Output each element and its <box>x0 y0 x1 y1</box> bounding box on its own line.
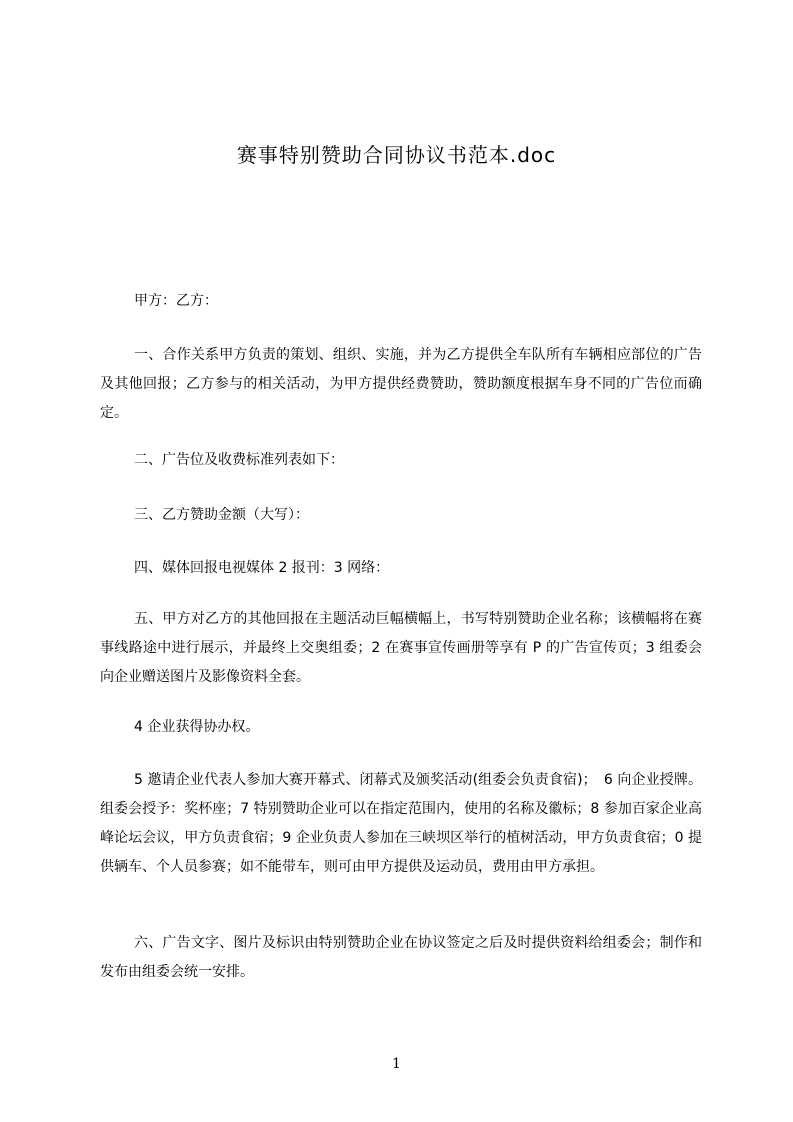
paragraph-invitations: 5 邀请企业代表人参加大赛开幕式、闭幕式及颁奖活动(组委会负责食宿)； 6 向企业授牌。组委会授予：奖杯座；7 特别赞助企业可以在指定范围内，使用的名称及徽标；8 参加百家企业高峰论坛会议，甲方负责食宿；9 企业负责人参加在三峡坝区举行的植树活动，甲方负责食宿；0 提供辆车、个人员参赛；如不能带车，则可由甲方提供及运动员，费用由甲方承担。 <box>100 772 702 875</box>
paragraph-other-returns: 五、甲方对乙方的其他回报在主题活动巨幅横幅上，书写特别赞助企业名称；该横幅将在赛事线路途中进行展示，并最终上交奥组委；2 在赛事宣传画册等享有 P 的广告宣传页；3 组委会向企业赠送图片及影像资料全套。 <box>100 611 702 685</box>
paragraph-materials: 六、广告文字、图片及标识由特别赞助企业在协议签定之后及时提供资料给组委会；制作和发布由组委会统一安排。 <box>100 935 702 980</box>
paragraph-sponsor-amount: 三、乙方赞助金额（大写）： <box>134 507 309 523</box>
paragraph-parties: 甲方：乙方： <box>134 293 218 309</box>
paragraph-media-returns: 四、媒体回报电视媒体 2 报刊：3 网络： <box>134 560 390 576</box>
paragraph-co-organizer: 4 企业获得协办权。 <box>134 719 260 735</box>
paragraph-cooperation: 一、合作关系甲方负责的策划、组织、实施，并为乙方提供全车队所有车辆相应部位的广告及其他回报；乙方参与的相关活动，为甲方提供经费赞助，赞助额度根据车身不同的广告位而确定。 <box>100 347 702 421</box>
document-title: 赛事特别赞助合同协议书范本.doc <box>236 143 557 167</box>
page-number: 1 <box>392 1056 401 1072</box>
paragraph-ad-positions: 二、广告位及收费标准列表如下： <box>134 452 344 468</box>
